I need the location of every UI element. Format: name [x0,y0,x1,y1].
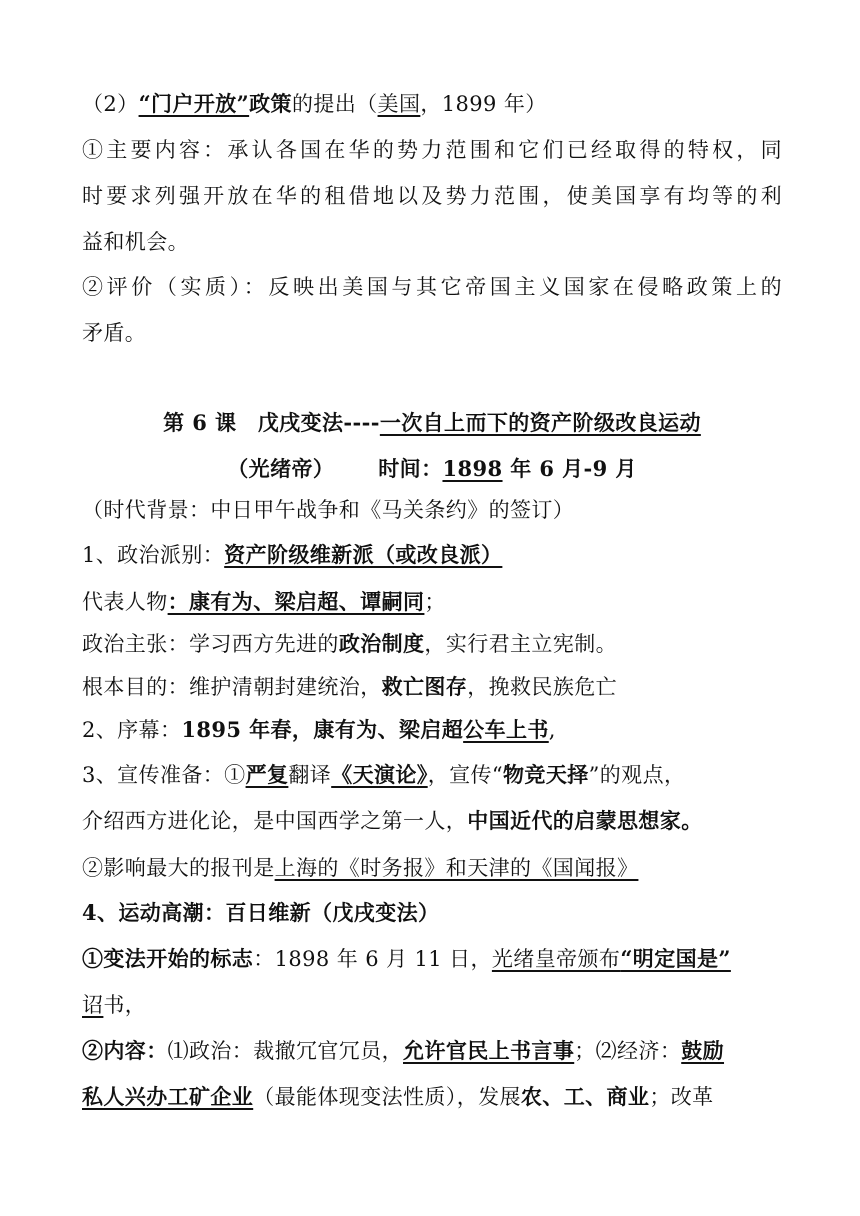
start-line-2 [82,990,782,1020]
content-line-1: ①主要内容：承认各国在华的势力范围和它们已经取得的特权，同 [82,138,782,162]
keyword: 鼓励 [681,1038,725,1063]
text: ⑴政治：裁撤冗官冗员， [167,1039,404,1063]
text: ，1899 年） [420,92,547,116]
climax-line: 4、运动高潮：百日维新（戊戌变法） [82,900,440,925]
keyword: 政治制度 [338,631,425,656]
propaganda-line-2 [82,806,782,836]
policy-word: 政策 [249,91,292,116]
content-reform-line-1 [82,1036,782,1066]
text: ②影响最大的报刊是 [82,856,275,880]
faction-line [82,540,782,570]
content-line-2: 时要求列强开放在华的租借地以及势力范围，使美国享有均等的利 [82,184,782,208]
keyword: 允许官民上书言事 [403,1038,575,1063]
content-reform-line-2 [82,1082,782,1112]
keyword: ①变法开始的标志 [82,946,254,971]
keyword: 1895 年春，康有为、梁启超 [181,717,464,742]
person-name: 严复 [245,762,289,787]
decree-name: “明定国是” [620,946,731,971]
representatives-value: ：康有为、梁启超、谭嗣同 [167,589,425,614]
claim-line [82,629,782,659]
text: ； [424,590,446,614]
representatives-label: 代表人物 [82,590,168,614]
keyword: 私人兴办工矿企业 [82,1084,254,1109]
keyword: 救亡图存 [381,674,468,699]
keyword: ②内容： [82,1038,168,1063]
lesson-subtitle: 一次自上而下的资产阶级改良运动 [379,410,701,435]
text: 书， [103,993,147,1017]
date-text: ：1898 年 6 月 11 日， [253,947,492,971]
text: ”的观点， [588,763,686,787]
text: 政治主张：学习西方先进的 [82,632,339,656]
content-line-3: 益和机会。 [82,230,189,254]
goal-line [82,672,782,702]
book-title: 《天演论》 [331,762,428,787]
text: ；改革 [649,1085,714,1109]
text: （最能体现变法性质），发展 [253,1085,521,1109]
text: ；⑵经济： [574,1039,682,1063]
propaganda-line-3 [82,853,782,883]
keyword: 公车上书 [463,717,549,742]
text: 的提出（ [291,92,378,116]
text: ，宣传“ [427,763,504,787]
text: 3、宣传准备：① [82,763,246,787]
evaluation-line-2: 矛盾。 [82,321,147,345]
text: 根本目的：维护清朝封建统治， [82,675,382,699]
policy-heading-line [82,89,782,119]
text: 翻译 [288,763,332,787]
text: 光绪皇帝颁布 [491,947,621,971]
keyword: 农、工、商业 [520,1084,650,1109]
lesson-number: 第 6 课 戊戌变法---- [163,410,380,435]
background-line: （时代背景：中日甲午战争和《马关条约》的签订） [82,498,575,522]
keyword: 物竞天择 [503,762,589,787]
lesson-title [82,408,782,438]
time-label: 时间： [378,456,443,481]
faction-label: 1、政治派别： [82,543,225,567]
text: ，实行君主立宪制。 [424,632,618,656]
propaganda-line-1 [82,760,782,790]
year: 1898 [442,456,503,481]
lesson-subtitle-line [82,454,782,484]
months: 年 6 月-9 月 [502,456,637,481]
text: ，挽救民族危亡 [467,675,618,699]
open-door-term: “门户开放” [138,91,250,116]
text: 诏 [82,993,104,1017]
prelude-line [82,715,782,745]
emperor-note: （光绪帝） [227,456,335,481]
text: 介绍西方进化论，是中国西学之第一人， [82,809,468,833]
prelude-label: 2、序幕： [82,718,182,742]
text: , [548,718,556,742]
newspapers: 上海的《时务报》和天津的《国闻报》 [274,856,639,880]
item-number: （2） [82,92,139,116]
faction-value: 资产阶级维新派（或改良派） [224,542,503,567]
country-name: 美国 [377,92,421,116]
representatives-line [82,587,782,617]
evaluation-line-1: ②评价（实质）：反映出美国与其它帝国主义国家在侵略政策上的 [82,275,782,299]
keyword: 中国近代的启蒙思想家。 [467,808,703,833]
start-line-1 [82,944,782,974]
